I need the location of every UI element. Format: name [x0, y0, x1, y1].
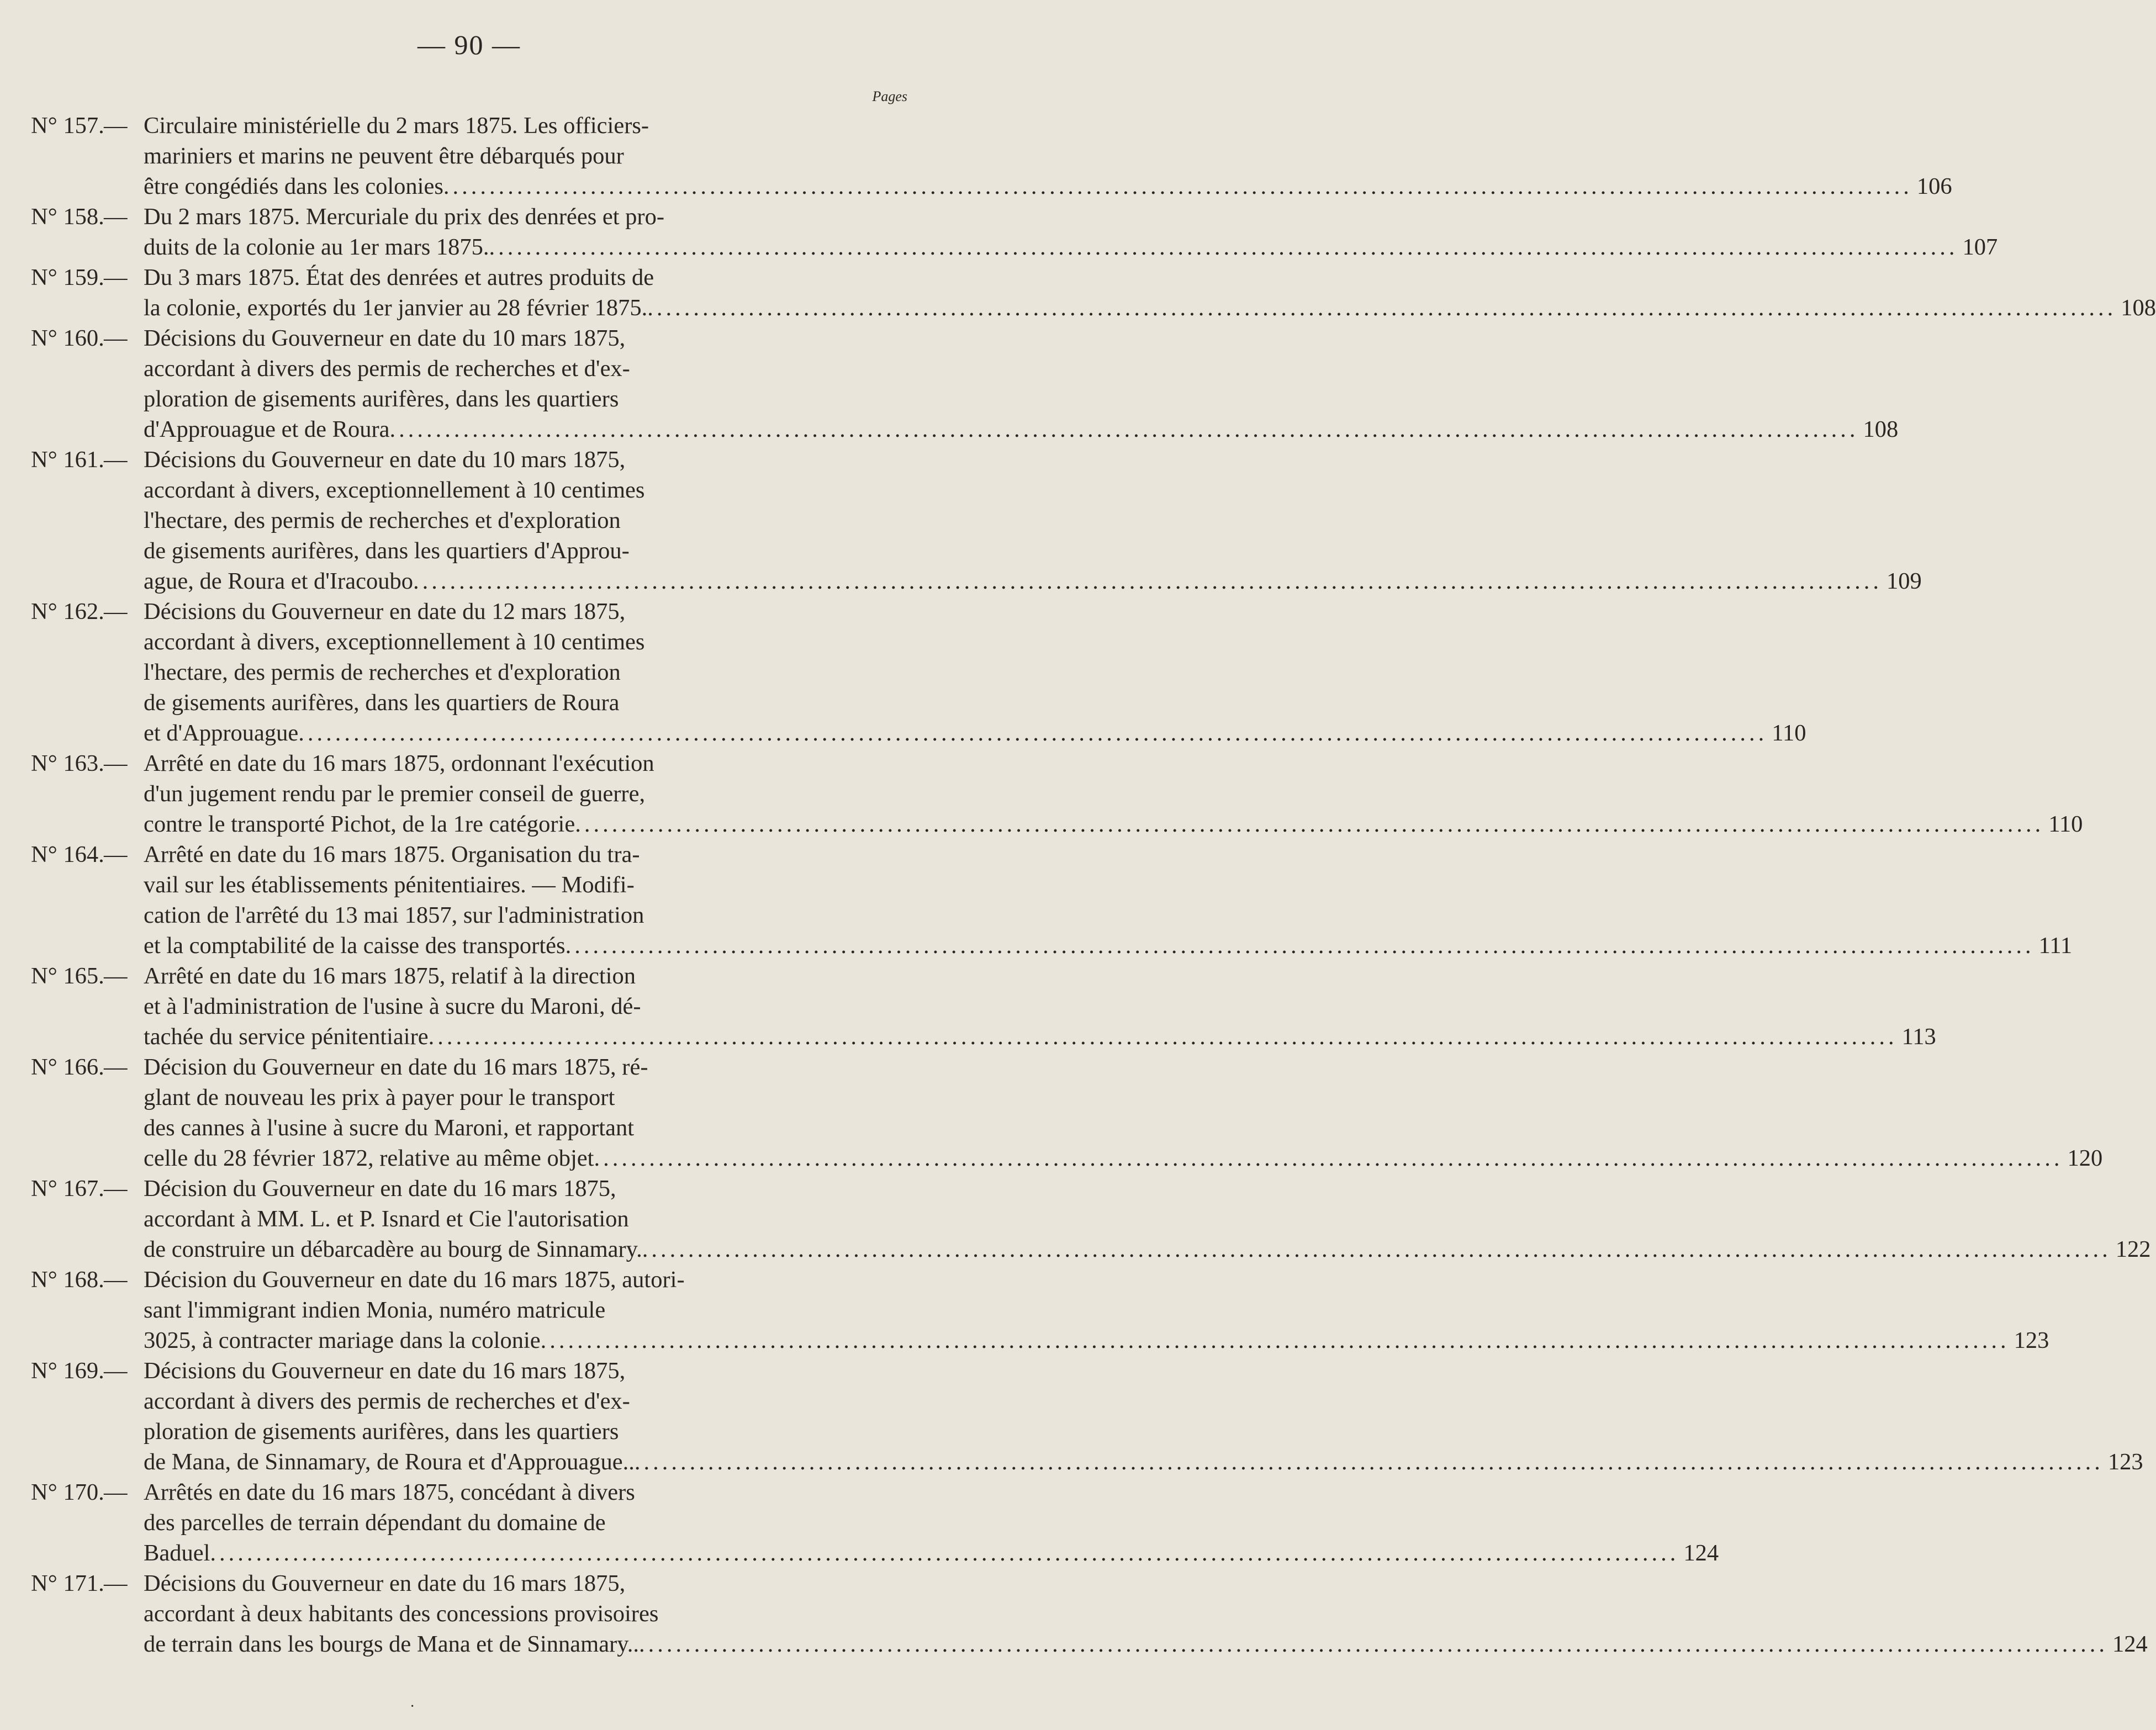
- entry-line: cation de l'arrêté du 13 mai 1857, sur l'administration: [144, 902, 644, 928]
- entry-line: Arrêté en date du 16 mars 1875, relatif à la direction: [144, 963, 636, 989]
- entry-last-line: [144, 718, 1806, 748]
- entry-dash: —: [104, 325, 128, 351]
- entry-description: [144, 323, 1898, 445]
- entry-line: accordant à deux habitants des concessions provisoires: [144, 1601, 659, 1627]
- dot-leader: [635, 1447, 2104, 1477]
- toc-entry: [31, 262, 2156, 323]
- entry-line: de gisements aurifères, dans les quartiers de Roura: [144, 690, 620, 716]
- entry-line: tachée du service pénitentiaire: [144, 1024, 429, 1050]
- dot-leader: [298, 718, 1767, 748]
- entry-last-line: [144, 1022, 1936, 1052]
- entry-number: N° 170.: [31, 1479, 104, 1505]
- dot-leader: [413, 566, 1882, 596]
- entry-number: N° 164.: [31, 842, 104, 867]
- entry-line: ague, de Roura et d'Iracoubo: [144, 568, 413, 594]
- entry-page-number: 123: [2014, 1327, 2049, 1353]
- entry-dash: —: [104, 264, 128, 290]
- entry-line: être congédiés dans les colonies: [144, 173, 443, 199]
- entry-number: N° 161.: [31, 447, 104, 473]
- entry-line: contre le transporté Pichot, de la 1re catégorie: [144, 811, 575, 837]
- entry-description: [144, 748, 2083, 839]
- entry-line: accordant à divers, exceptionnellement à 10 centimes: [144, 477, 645, 503]
- entry-number: N° 159.: [31, 264, 104, 290]
- entry-line: de gisements aurifères, dans les quartiers d'Approu-: [144, 538, 630, 564]
- entry-line: Décision du Gouverneur en date du 16 mars 1875, ré-: [144, 1054, 648, 1080]
- entry-line: de Mana, de Sinnamary, de Roura et d'Approuague..: [144, 1449, 635, 1475]
- entry-line: ploration de gisements aurifères, dans les quartiers: [144, 386, 619, 412]
- entry-page-number: 122: [2115, 1236, 2151, 1262]
- entry-description: [144, 202, 1998, 262]
- entry-last-line: [144, 1629, 2148, 1659]
- entry-line: d'Approuague et de Roura: [144, 416, 390, 442]
- entry-page-number: 124: [2112, 1631, 2148, 1657]
- entry-line: d'un jugement rendu par le premier conseil de guerre,: [144, 781, 646, 807]
- entry-number: N° 166.: [31, 1054, 104, 1080]
- toc-entry: [31, 1265, 2049, 1356]
- entry-line: Du 2 mars 1875. Mercuriale du prix des denrées et pro-: [144, 204, 664, 230]
- entry-page-number: 124: [1683, 1540, 1719, 1566]
- entry-dash: —: [104, 204, 128, 230]
- toc-entry: [31, 1568, 2148, 1659]
- entry-last-line: [144, 1143, 2102, 1173]
- entry-dash: —: [104, 1479, 128, 1505]
- entry-description: [144, 961, 1936, 1052]
- entry-last-line: [144, 1325, 2049, 1356]
- entry-number: N° 165.: [31, 963, 104, 989]
- dot-leader: [575, 809, 2044, 839]
- dot-leader: [489, 232, 1958, 262]
- entry-dash: —: [104, 842, 128, 867]
- entry-line: des parcelles de terrain dépendant du domaine de: [144, 1510, 606, 1536]
- entry-line: accordant à divers des permis de recherches et d'ex-: [144, 356, 630, 382]
- entry-page-number: 110: [2048, 811, 2083, 837]
- entry-line: mariniers et marins ne peuvent être débarqués pour: [144, 143, 624, 169]
- entry-line: Décisions du Gouverneur en date du 16 mars 1875,: [144, 1358, 626, 1384]
- entry-line: sant l'immigrant indien Monia, numéro matricule: [144, 1297, 606, 1323]
- toc-entry: [31, 110, 1952, 202]
- toc-entry: [31, 1477, 1719, 1568]
- dot-leader: [443, 171, 1912, 202]
- entry-last-line: [144, 930, 2072, 961]
- entry-line: de terrain dans les bourgs de Mana et de Sinnamary..: [144, 1631, 639, 1657]
- entry-last-line: [144, 1234, 2151, 1265]
- toc-entry: [31, 1052, 2103, 1173]
- entry-line: celle du 28 février 1872, relative au même objet: [144, 1145, 594, 1171]
- entry-line: Décisions du Gouverneur en date du 16 mars 1875,: [144, 1570, 626, 1596]
- entry-page-number: 109: [1886, 568, 1922, 594]
- entry-line: Circulaire ministérielle du 2 mars 1875. Les officiers-: [144, 113, 649, 139]
- toc-entry: [31, 596, 1806, 748]
- entry-number: N° 167.: [31, 1176, 104, 1202]
- entry-line: Arrêté en date du 16 mars 1875, ordonnant l'exécution: [144, 750, 654, 776]
- entry-line: Du 3 mars 1875. État des denrées et autres produits de: [144, 264, 654, 290]
- entry-dash: —: [104, 447, 128, 473]
- dot-leader: [541, 1325, 2010, 1356]
- entry-last-line: [144, 293, 2156, 323]
- entry-page-number: 111: [2038, 933, 2073, 959]
- entry-description: [144, 262, 2156, 323]
- entry-line: accordant à divers, exceptionnellement à 10 centimes: [144, 629, 645, 655]
- entry-dash: —: [104, 963, 128, 989]
- entry-line: Décision du Gouverneur en date du 16 mars 1875,: [144, 1176, 616, 1202]
- entry-number: N° 168.: [31, 1267, 104, 1293]
- entry-number: N° 157.: [31, 113, 104, 139]
- toc-entry: [31, 445, 1922, 596]
- dot-leader: [566, 930, 2035, 961]
- entry-last-line: [144, 566, 1922, 596]
- dot-leader: [429, 1022, 1898, 1052]
- entry-last-line: [144, 232, 1998, 262]
- entry-line: accordant à divers des permis de recherches et d'ex-: [144, 1388, 630, 1414]
- entry-description: [144, 445, 1922, 596]
- entry-line: Décisions du Gouverneur en date du 12 mars 1875,: [144, 599, 626, 625]
- entry-line: et d'Approuague: [144, 720, 299, 746]
- entry-dash: —: [104, 599, 128, 625]
- entry-line: et à l'administration de l'usine à sucre du Maroni, dé-: [144, 993, 641, 1019]
- entry-line: Baduel: [144, 1540, 210, 1566]
- entry-page-number: 108: [2121, 295, 2156, 321]
- entry-dash: —: [104, 1267, 128, 1293]
- entry-dash: —: [104, 1054, 128, 1080]
- entry-last-line: [144, 1447, 2143, 1477]
- entry-dash: —: [104, 1176, 128, 1202]
- entry-last-line: [144, 171, 1952, 202]
- entry-page-number: 113: [1901, 1024, 1936, 1050]
- entry-description: [144, 596, 1806, 748]
- entry-last-line: [144, 809, 2083, 839]
- entry-dash: —: [104, 1358, 128, 1384]
- entry-number: N° 158.: [31, 204, 104, 230]
- entry-page-number: 108: [1863, 416, 1899, 442]
- entry-description: [144, 1356, 2143, 1477]
- entry-line: accordant à MM. L. et P. Isnard et Cie l'autorisation: [144, 1206, 629, 1232]
- entry-description: [144, 110, 1952, 202]
- entry-line: vail sur les établissements pénitentiaires. — Modifi-: [144, 872, 635, 898]
- dot-leader: [594, 1143, 2063, 1173]
- entry-page-number: 110: [1772, 720, 1806, 746]
- dot-leader: [210, 1538, 1679, 1568]
- entry-line: des cannes à l'usine à sucre du Maroni, et rapportant: [144, 1115, 635, 1141]
- entry-dash: —: [104, 1570, 128, 1596]
- entry-line: ploration de gisements aurifères, dans les quartiers: [144, 1419, 619, 1445]
- dot-leader: [642, 1234, 2111, 1265]
- entry-line: de construire un débarcadère au bourg de Sinnamary.: [144, 1236, 642, 1262]
- entry-number: N° 163.: [31, 750, 104, 776]
- entry-line: Arrêté en date du 16 mars 1875. Organisation du tra-: [144, 842, 640, 867]
- entry-description: [144, 1477, 1719, 1568]
- entry-description: [144, 1173, 2151, 1265]
- entry-last-line: [144, 1538, 1719, 1568]
- pages-column-label: Pages: [872, 88, 907, 104]
- entry-description: [144, 839, 2072, 961]
- entry-page-number: 106: [1916, 173, 1952, 199]
- toc-entry: [31, 323, 1899, 445]
- toc-entry: [31, 202, 1998, 262]
- entry-line: l'hectare, des permis de recherches et d'exploration: [144, 659, 621, 685]
- toc-entry: [31, 1356, 2143, 1477]
- entry-line: duits de la colonie au 1er mars 1875.: [144, 234, 489, 260]
- entry-line: l'hectare, des permis de recherches et d'exploration: [144, 507, 621, 533]
- entry-page-number: 120: [2067, 1145, 2103, 1171]
- table-of-contents: [31, 110, 2156, 1659]
- entry-line: 3025, à contracter mariage dans la colonie: [144, 1327, 541, 1353]
- entry-page-number: 107: [1962, 234, 1998, 260]
- entry-page-number: 123: [2107, 1449, 2143, 1475]
- toc-entry: [31, 748, 2083, 839]
- entry-last-line: [144, 414, 1898, 445]
- entry-line: Décisions du Gouverneur en date du 10 mars 1875,: [144, 447, 626, 473]
- entry-description: [144, 1265, 2049, 1356]
- entry-line: Arrêtés en date du 16 mars 1875, concédant à divers: [144, 1479, 635, 1505]
- entry-number: N° 171.: [31, 1570, 104, 1596]
- entry-dash: —: [104, 113, 128, 139]
- dot-leader: [639, 1629, 2108, 1659]
- entry-description: [144, 1052, 2102, 1173]
- entry-number: N° 169.: [31, 1358, 104, 1384]
- ink-speck: ·: [410, 1698, 415, 1715]
- page-number: — 90 —: [418, 29, 521, 60]
- entry-number: N° 162.: [31, 599, 104, 625]
- entry-line: Décisions du Gouverneur en date du 10 mars 1875,: [144, 325, 626, 351]
- dot-leader: [647, 293, 2116, 323]
- entry-description: [144, 1568, 2148, 1659]
- dot-leader: [390, 414, 1859, 445]
- toc-entry: [31, 961, 1936, 1052]
- entry-number: N° 160.: [31, 325, 104, 351]
- toc-entry: [31, 1173, 2151, 1265]
- toc-entry: [31, 839, 2073, 961]
- entry-dash: —: [104, 750, 128, 776]
- entry-line: la colonie, exportés du 1er janvier au 28 février 1875.: [144, 295, 648, 321]
- entry-line: et la comptabilité de la caisse des transportés: [144, 933, 566, 959]
- entry-line: Décision du Gouverneur en date du 16 mars 1875, autori-: [144, 1267, 685, 1293]
- entry-line: glant de nouveau les prix à payer pour le transport: [144, 1084, 615, 1110]
